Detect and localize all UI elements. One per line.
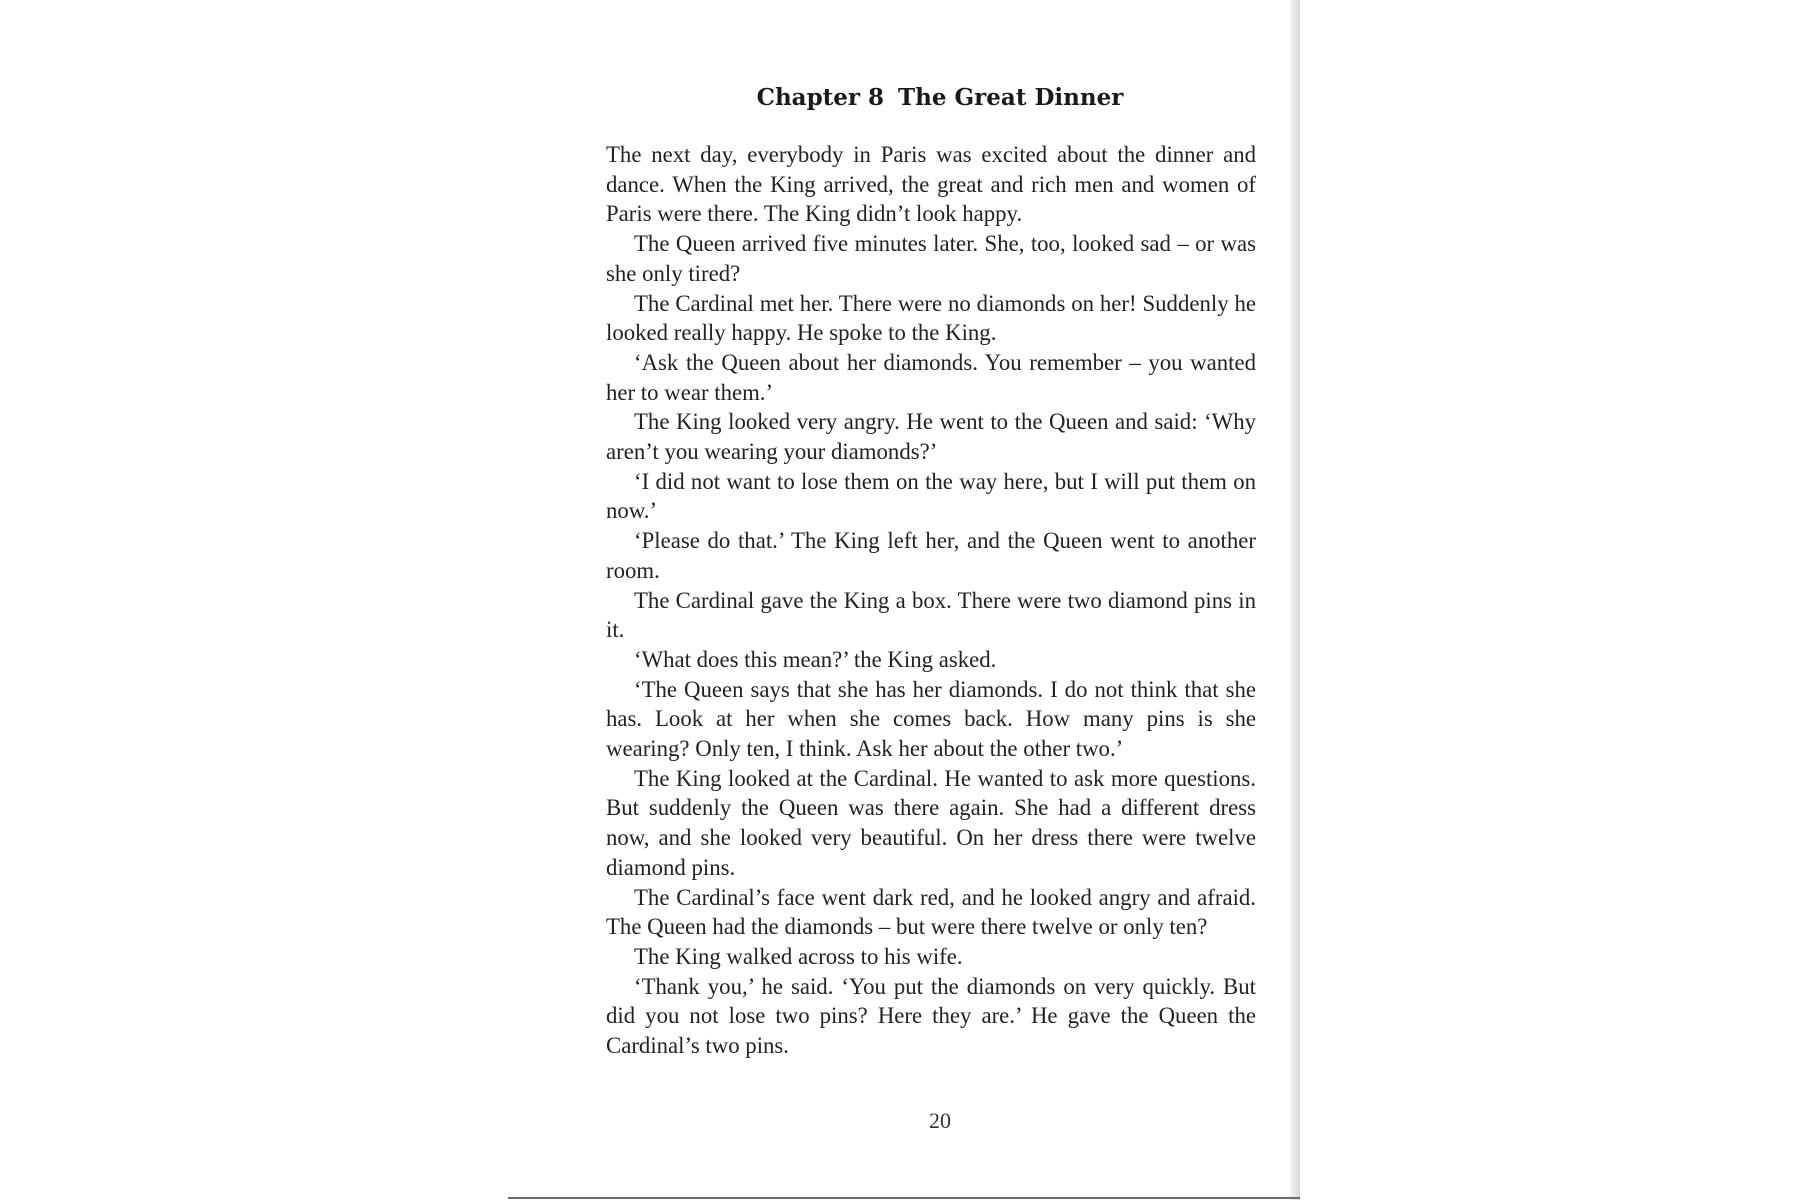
chapter-body: [606, 140, 1256, 1061]
chapter-title: The Great Dinner: [898, 84, 1124, 111]
paragraph: The next day, everybody in Paris was excited about the dinner and dance. When the King arrived, the great and rich men and women of Paris were there. The King didn’t look happy.: [606, 142, 1256, 227]
paragraph: The Cardinal met her. There were no diamonds on her! Suddenly he looked really happy. He spoke to the King.: [606, 290, 1256, 346]
paragraph: The King looked very angry. He went to the Queen and said: ‘Why aren’t you wearing your diamonds?’: [606, 409, 1256, 465]
paragraph: ‘Please do that.’ The King left her, and the Queen went to another room.: [606, 528, 1256, 583]
paragraph: ‘The Queen says that she has her diamonds. I do not think that she has. Look at her when she comes back. How many pins is she wearing? Only ten, I think. Ask her about the other two.’: [606, 676, 1256, 762]
page-bottom-edge: [508, 1197, 1300, 1199]
page-edge-shadow: [1290, 0, 1300, 1200]
paragraph: ‘Thank you,’ he said. ‘You put the diamonds on very quickly. But did you not lose two pins? Here they are.’ He gave the Queen the Cardinal’s two pins.: [606, 973, 1256, 1059]
paragraph: ‘I did not want to lose them on the way here, but I will put them on now.’: [606, 468, 1256, 524]
page-number: 20: [929, 1108, 951, 1133]
chapter-number: Chapter 8: [756, 84, 885, 111]
chapter-heading: [610, 84, 1270, 111]
paragraph: The Cardinal’s face went dark red, and he looked angry and afraid. The Queen had the diamonds – but were there twelve or only ten?: [606, 884, 1256, 940]
paragraph: The King walked across to his wife.: [634, 943, 963, 969]
paragraph: ‘What does this mean?’ the King asked.: [634, 646, 997, 672]
paragraph: The King looked at the Cardinal. He wanted to ask more questions. But suddenly the Queen was there again. She had a different dress now, and she looked very beautiful. On her dress there were twelve diamond pins.: [606, 765, 1256, 880]
paragraph: ‘Ask the Queen about her diamonds. You remember – you wanted her to wear them.’: [606, 349, 1256, 405]
paragraph: The Queen arrived five minutes later. She, too, looked sad – or was she only tired?: [606, 231, 1256, 286]
paragraph: The Cardinal gave the King a box. There were two diamond pins in it.: [606, 587, 1256, 643]
